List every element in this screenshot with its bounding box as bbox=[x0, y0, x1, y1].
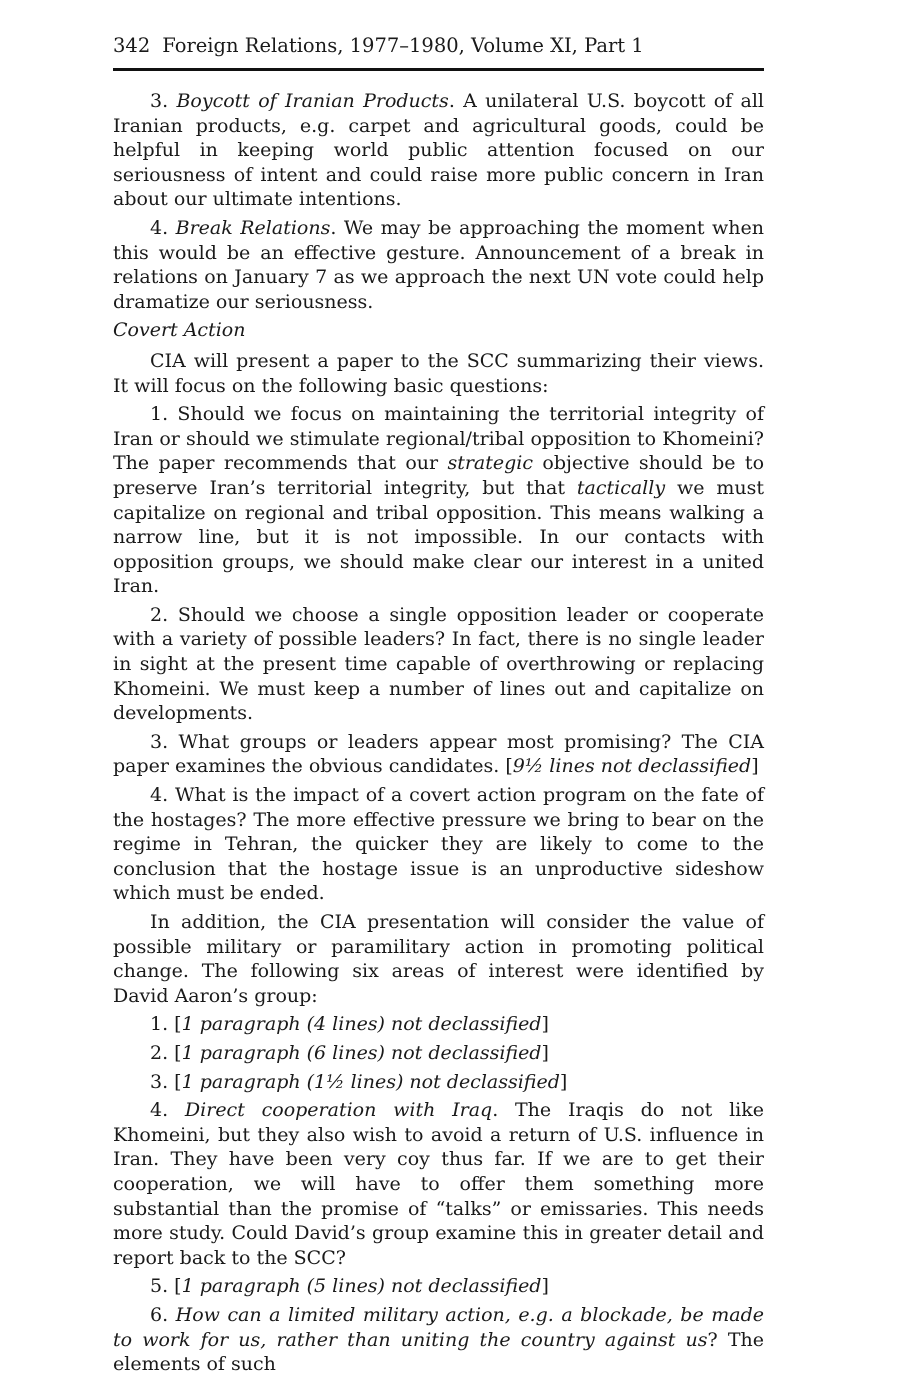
paragraph-covert-intro: CIA will present a paper to the SCC summarizing their views. It will focus on the following basic questions: bbox=[113, 349, 764, 397]
paragraph-area-5: 5. [1 paragraph (5 lines) not declassified] bbox=[150, 1275, 549, 1298]
paragraph-area-4: 4. Direct cooperation with Iraq. The Iraqis do not like Khomeini, but they also wish to avoid a return of U.S. influence in Iran. They have been very coy thus far. If we are to get their cooperation, we will have to offer them something more substantial than the promise of “talks” or emissaries. This needs more study. Could David’s group examine this in greater detail and report back to the SCC? bbox=[113, 1099, 765, 1269]
section-heading: Covert Action bbox=[113, 319, 246, 342]
paragraph-area-1: 1. [1 paragraph (4 lines) not declassified] bbox=[150, 1013, 549, 1036]
header-rule bbox=[113, 68, 764, 71]
paragraph-question-4: 4. What is the impact of a covert action program on the fate of the hostages? The more effective pressure we bring to bear on the regime in Tehran, the quicker they are likely to come to the conclusion that the hostage issue is an unproductive sideshow which must be ended. bbox=[113, 784, 764, 905]
paragraph-addition: In addition, the CIA presentation will consider the value of possible military or paramilitary action in promoting political change. The following six areas of interest were identified by David Aaron’s group: bbox=[113, 911, 764, 1007]
paragraph-question-3: 3. What groups or leaders appear most promising? The CIA paper examines the obvious candidates. [9½ lines not declassified] bbox=[113, 730, 764, 778]
paragraph-area-3: 3. [1 paragraph (1½ lines) not declassified] bbox=[150, 1070, 568, 1093]
paragraph-question-2: 2. Should we choose a single opposition leader or cooperate with a variety of possible leaders? In fact, there is no single leader in sight at the present time capable of overthrowing or replacing Khomeini. We must keep a number of lines out and capitalize on developments. bbox=[113, 603, 764, 725]
paragraph-boycott: 3. Boycott of Iranian Products. A unilateral U.S. boycott of all Iranian products, e.g. carpet and agricultural goods, could be helpful in keeping world public attention focused on our seriousness of intent and could raise more public concern in Iran about our ultimate intentions. bbox=[113, 90, 764, 211]
paragraph-area-6: 6. How can a limited military action, e.g. a blockade, be made to work for us, rather than uniting the country against us? The elements of such bbox=[113, 1303, 764, 1376]
running-header bbox=[113, 34, 764, 64]
paragraph-area-2: 2. [1 paragraph (6 lines) not declassified] bbox=[150, 1041, 549, 1064]
running-title: Foreign Relations, 1977–1980, Volume XI, Part 1 bbox=[162, 34, 644, 57]
paragraph-question-1: 1. Should we focus on maintaining the territorial integrity of Iran or should we stimulate regional/tribal opposition to Khomeini? The paper recommends that our strategic objective should be to preserve Iran’s territorial integrity, but that tactically we must capitalize on regional and tribal opposition. This means walking a narrow line, but it is not impossible. In our contacts with opposition groups, we should make clear our interest in a united Iran. bbox=[113, 403, 765, 598]
page-number: 342 bbox=[113, 34, 151, 57]
paragraph-break-relations: 4. Break Relations. We may be approaching the moment when this would be an effective gesture. Announcement of a break in relations on January 7 as we approach the next UN vote could help dramatize our seriousness. bbox=[113, 216, 765, 313]
document-page bbox=[113, 34, 764, 1381]
